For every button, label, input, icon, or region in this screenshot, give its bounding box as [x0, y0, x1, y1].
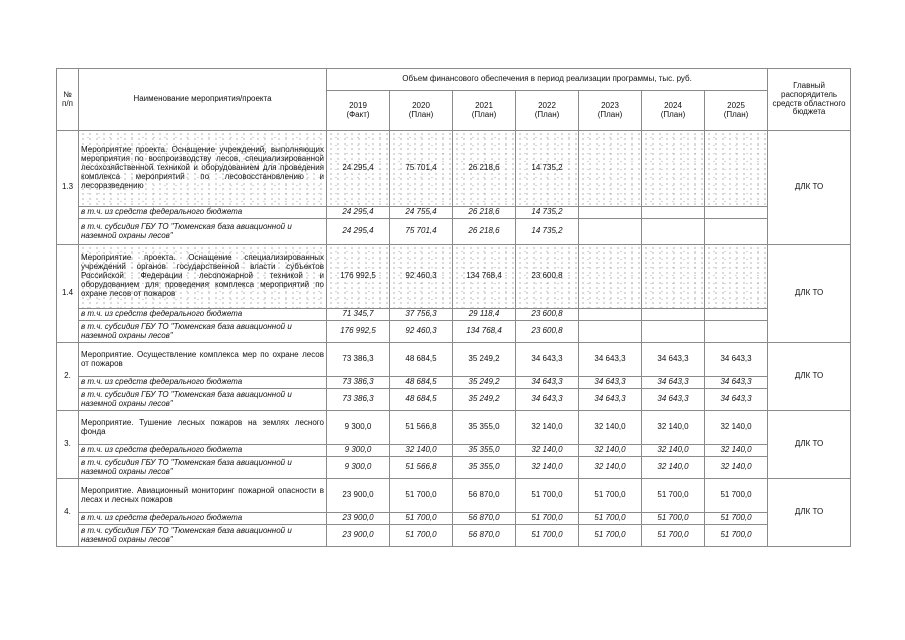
value-cell-2023 — [579, 131, 642, 207]
value-cell-2025: 34 643,3 — [705, 343, 768, 377]
row-number: 1.3 — [57, 131, 79, 245]
value-cell-2019: 9 300,0 — [327, 411, 390, 445]
federal-budget-label: в т.ч. из средств федерального бюджета — [79, 513, 327, 525]
value-cell-2020: 51 566,8 — [390, 457, 453, 479]
value-cell-2021: 56 870,0 — [453, 479, 516, 513]
table-row-main — [57, 411, 851, 445]
value-cell-2024: 34 643,3 — [642, 377, 705, 389]
value-cell-2024 — [642, 309, 705, 321]
value-cell-2021: 29 118,4 — [453, 309, 516, 321]
table-row-federal — [57, 445, 851, 457]
value-cell-2022: 23 600,8 — [516, 309, 579, 321]
value-cell-2019: 24 295,4 — [327, 131, 390, 207]
value-cell-2024 — [642, 321, 705, 343]
value-cell-2019: 176 992,5 — [327, 245, 390, 309]
header-year-2023 — [579, 91, 642, 131]
value-cell-2025 — [705, 309, 768, 321]
distributor-cell: ДЛК ТО — [768, 411, 851, 479]
value-cell-2024: 51 700,0 — [642, 479, 705, 513]
value-cell-2020: 92 460,3 — [390, 321, 453, 343]
value-cell-2020: 32 140,0 — [390, 445, 453, 457]
value-cell-2023 — [579, 321, 642, 343]
value-cell-2022: 32 140,0 — [516, 411, 579, 445]
value-cell-2023: 51 700,0 — [579, 525, 642, 547]
value-cell-2024: 32 140,0 — [642, 411, 705, 445]
value-cell-2025 — [705, 321, 768, 343]
header-year-kind: (Факт) — [346, 109, 370, 119]
table-row-main — [57, 343, 851, 377]
value-cell-2024: 32 140,0 — [642, 445, 705, 457]
value-cell-2021: 35 249,2 — [453, 377, 516, 389]
header-year-kind: (План) — [408, 109, 434, 119]
value-cell-2025 — [705, 131, 768, 207]
measure-name: Мероприятие. Тушение лесных пожаров на землях лесного фонда — [79, 411, 327, 445]
value-cell-2023 — [579, 219, 642, 245]
header-year-label: 2021 — [475, 100, 493, 110]
value-cell-2021: 35 355,0 — [453, 457, 516, 479]
table-body — [57, 131, 851, 547]
value-cell-2024 — [642, 219, 705, 245]
value-cell-2021: 56 870,0 — [453, 525, 516, 547]
value-cell-2022: 23 600,8 — [516, 245, 579, 309]
value-cell-2023 — [579, 309, 642, 321]
value-cell-2022: 51 700,0 — [516, 513, 579, 525]
table-row-subsidy — [57, 219, 851, 245]
measure-name: Мероприятие проекта. Оснащение специализированных учреждений органов государственной власти субъектов Российской Федерации лесопожарной техникой и оборудованием для проведения комплекса мероприятий по охране лесов от пожаров — [79, 245, 327, 309]
value-cell-2021: 35 249,2 — [453, 389, 516, 411]
value-cell-2021: 134 768,4 — [453, 321, 516, 343]
value-cell-2025: 32 140,0 — [705, 411, 768, 445]
header-num: № п/п — [57, 69, 79, 131]
value-cell-2022: 34 643,3 — [516, 343, 579, 377]
value-cell-2020: 48 684,5 — [390, 377, 453, 389]
value-cell-2023: 51 700,0 — [579, 513, 642, 525]
measure-name: Мероприятие проекта. Оснащение учреждений, выполняющих мероприятия по воспроизводству лесов, специализированной лесохозяйственной техникой и оборудованием для проведения комплекса мероприятий по лесовосстановлению и лесоразведению — [79, 131, 327, 207]
value-cell-2019: 71 345,7 — [327, 309, 390, 321]
table-row-subsidy — [57, 321, 851, 343]
table-row-federal — [57, 513, 851, 525]
header-year-label: 2020 — [412, 100, 430, 110]
table-row-subsidy — [57, 525, 851, 547]
value-cell-2023: 51 700,0 — [579, 479, 642, 513]
header-year-kind: (План) — [597, 109, 623, 119]
value-cell-2023 — [579, 245, 642, 309]
value-cell-2019: 23 900,0 — [327, 525, 390, 547]
value-cell-2021: 26 218,6 — [453, 219, 516, 245]
value-cell-2024: 34 643,3 — [642, 389, 705, 411]
header-year-kind: (План) — [534, 109, 560, 119]
value-cell-2022: 14 735,2 — [516, 207, 579, 219]
value-cell-2022: 34 643,3 — [516, 377, 579, 389]
value-cell-2023: 32 140,0 — [579, 457, 642, 479]
value-cell-2024: 32 140,0 — [642, 457, 705, 479]
value-cell-2022: 51 700,0 — [516, 525, 579, 547]
value-cell-2020: 51 700,0 — [390, 525, 453, 547]
value-cell-2020: 37 756,3 — [390, 309, 453, 321]
value-cell-2020: 51 566,8 — [390, 411, 453, 445]
federal-budget-label: в т.ч. из средств федерального бюджета — [79, 445, 327, 457]
value-cell-2025: 32 140,0 — [705, 445, 768, 457]
table-row-federal — [57, 377, 851, 389]
row-number: 1.4 — [57, 245, 79, 343]
value-cell-2019: 73 386,3 — [327, 377, 390, 389]
value-cell-2019: 9 300,0 — [327, 457, 390, 479]
header-year-label: 2025 — [727, 100, 745, 110]
header-year-2019 — [327, 91, 390, 131]
table-row-federal — [57, 207, 851, 219]
value-cell-2025: 51 700,0 — [705, 525, 768, 547]
value-cell-2019: 24 295,4 — [327, 219, 390, 245]
subsidy-label: в т.ч. субсидия ГБУ ТО "Тюменская база авиационной и наземной охраны лесов" — [79, 457, 327, 479]
value-cell-2025: 51 700,0 — [705, 513, 768, 525]
value-cell-2022: 14 735,2 — [516, 219, 579, 245]
header-year-label: 2023 — [601, 100, 619, 110]
value-cell-2021: 134 768,4 — [453, 245, 516, 309]
value-cell-2021: 56 870,0 — [453, 513, 516, 525]
table-row-main — [57, 245, 851, 309]
distributor-cell: ДЛК ТО — [768, 245, 851, 343]
header-year-kind: (План) — [660, 109, 686, 119]
value-cell-2022: 23 600,8 — [516, 321, 579, 343]
value-cell-2023 — [579, 207, 642, 219]
table-row-subsidy — [57, 457, 851, 479]
subsidy-label: в т.ч. субсидия ГБУ ТО "Тюменская база авиационной и наземной охраны лесов" — [79, 389, 327, 411]
header-year-2024 — [642, 91, 705, 131]
header-volume: Объем финансового обеспечения в период реализации программы, тыс. руб. — [327, 69, 768, 91]
header-year-label: 2024 — [664, 100, 682, 110]
table-row-main — [57, 479, 851, 513]
value-cell-2019: 23 900,0 — [327, 479, 390, 513]
value-cell-2020: 51 700,0 — [390, 479, 453, 513]
value-cell-2022: 32 140,0 — [516, 445, 579, 457]
value-cell-2022: 32 140,0 — [516, 457, 579, 479]
header-name: Наименование мероприятия/проекта — [79, 69, 327, 131]
header-distributor: Главный распорядитель средств областного бюджета — [768, 69, 851, 131]
value-cell-2025 — [705, 245, 768, 309]
value-cell-2025: 34 643,3 — [705, 389, 768, 411]
federal-budget-label: в т.ч. из средств федерального бюджета — [79, 309, 327, 321]
value-cell-2024: 51 700,0 — [642, 525, 705, 547]
subsidy-label: в т.ч. субсидия ГБУ ТО "Тюменская база авиационной и наземной охраны лесов" — [79, 321, 327, 343]
federal-budget-label: в т.ч. из средств федерального бюджета — [79, 377, 327, 389]
row-number: 3. — [57, 411, 79, 479]
value-cell-2024 — [642, 131, 705, 207]
value-cell-2020: 92 460,3 — [390, 245, 453, 309]
value-cell-2024: 34 643,3 — [642, 343, 705, 377]
value-cell-2019: 24 295,4 — [327, 207, 390, 219]
row-number: 4. — [57, 479, 79, 547]
value-cell-2020: 75 701,4 — [390, 219, 453, 245]
subsidy-label: в т.ч. субсидия ГБУ ТО "Тюменская база авиационной и наземной охраны лесов" — [79, 219, 327, 245]
value-cell-2019: 73 386,3 — [327, 343, 390, 377]
value-cell-2025: 34 643,3 — [705, 377, 768, 389]
value-cell-2020: 75 701,4 — [390, 131, 453, 207]
value-cell-2021: 35 355,0 — [453, 445, 516, 457]
header-year-2025 — [705, 91, 768, 131]
value-cell-2025: 51 700,0 — [705, 479, 768, 513]
measure-name: Мероприятие. Авиационный мониторинг пожарной опасности в лесах и лесных пожаров — [79, 479, 327, 513]
value-cell-2019: 23 900,0 — [327, 513, 390, 525]
value-cell-2020: 24 755,4 — [390, 207, 453, 219]
value-cell-2021: 26 218,6 — [453, 131, 516, 207]
header-year-label: 2019 — [349, 100, 367, 110]
subsidy-label: в т.ч. субсидия ГБУ ТО "Тюменская база авиационной и наземной охраны лесов" — [79, 525, 327, 547]
header-year-kind: (План) — [471, 109, 497, 119]
value-cell-2023: 32 140,0 — [579, 445, 642, 457]
value-cell-2019: 9 300,0 — [327, 445, 390, 457]
header-year-2020 — [390, 91, 453, 131]
value-cell-2025 — [705, 219, 768, 245]
value-cell-2024 — [642, 207, 705, 219]
table-row-subsidy — [57, 389, 851, 411]
value-cell-2022: 51 700,0 — [516, 479, 579, 513]
header-year-2021 — [453, 91, 516, 131]
distributor-cell: ДЛК ТО — [768, 343, 851, 411]
value-cell-2023: 32 140,0 — [579, 411, 642, 445]
federal-budget-label: в т.ч. из средств федерального бюджета — [79, 207, 327, 219]
value-cell-2020: 51 700,0 — [390, 513, 453, 525]
financing-table — [56, 68, 851, 547]
measure-name: Мероприятие. Осуществление комплекса мер по охране лесов от пожаров — [79, 343, 327, 377]
value-cell-2025 — [705, 207, 768, 219]
value-cell-2022: 14 735,2 — [516, 131, 579, 207]
value-cell-2021: 35 249,2 — [453, 343, 516, 377]
distributor-cell: ДЛК ТО — [768, 479, 851, 547]
value-cell-2025: 32 140,0 — [705, 457, 768, 479]
header-year-2022 — [516, 91, 579, 131]
value-cell-2022: 34 643,3 — [516, 389, 579, 411]
value-cell-2023: 34 643,3 — [579, 389, 642, 411]
row-number: 2. — [57, 343, 79, 411]
value-cell-2024: 51 700,0 — [642, 513, 705, 525]
value-cell-2020: 48 684,5 — [390, 343, 453, 377]
value-cell-2021: 26 218,6 — [453, 207, 516, 219]
value-cell-2020: 48 684,5 — [390, 389, 453, 411]
table-row-main — [57, 131, 851, 207]
value-cell-2024 — [642, 245, 705, 309]
value-cell-2023: 34 643,3 — [579, 377, 642, 389]
value-cell-2023: 34 643,3 — [579, 343, 642, 377]
table-row-federal — [57, 309, 851, 321]
value-cell-2019: 73 386,3 — [327, 389, 390, 411]
value-cell-2021: 35 355,0 — [453, 411, 516, 445]
distributor-cell: ДЛК ТО — [768, 131, 851, 245]
header-year-label: 2022 — [538, 100, 556, 110]
value-cell-2019: 176 992,5 — [327, 321, 390, 343]
header-year-kind: (План) — [723, 109, 749, 119]
